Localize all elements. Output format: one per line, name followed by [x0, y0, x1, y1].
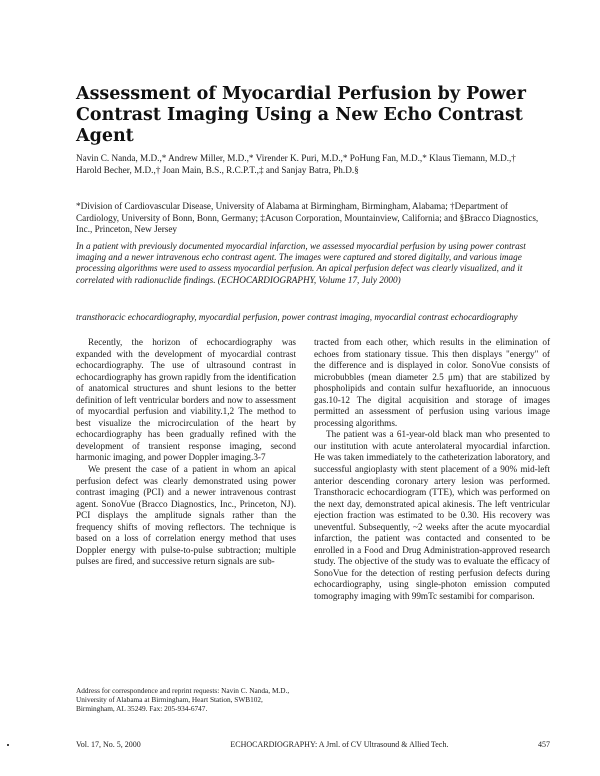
scan-mark: [7, 744, 9, 746]
body-paragraph: tracted from each other, which results in the elimination of echoes from stationary tissue. This then displays "energy" of the difference and is displayed in color. SonoVue consists of microbubbles (mean diameter 2.5 μm) that are stabilized by phospholipids and contain sulfur hexafluoride, an innocuous gas.10-12 The digital acquisition and storage of images permitted an assessment of perfusion using various image processing algorithms.: [314, 337, 550, 428]
running-footer: [76, 740, 550, 750]
body-column-left: [76, 337, 296, 568]
article-title: Assessment of Myocardial Perfusion by Power Contrast Imaging Using a New Echo Contrast Agent: [76, 84, 526, 146]
body-paragraph: The patient was a 61-year-old black man who presented to our institution with acute anterolateral myocardial infarction. He was taken immediately to the catheterization laboratory, and successful angioplasty with stent placement of a 90% mid-left anterior descending coronary artery lesion was performed. Transthoracic echocardiogram (TTE), which was performed on the next day, demonstrated apical akinesis. The left ventricular ejection fraction was estimated to be 0.30. His recovery was uneventful. Subsequently, ~2 weeks after the acute myocardial infarction, the patient was contacted and consented to be enrolled in a Food and Drug Administration-approved research study. The objective of the study was to evaluate the efficacy of SonoVue for the detection of resting perfusion defects during echocardiography, using single-photon emission computed tomography imaging with 99mTc sestamibi for comparison.: [314, 429, 550, 602]
footer-journal: ECHOCARDIOGRAPHY: A Jrnl. of CV Ultrasound & Allied Tech.: [230, 740, 449, 749]
keywords: transthoracic echocardiography, myocardial perfusion, power contrast imaging, myocardial contrast echocardiography: [76, 312, 518, 322]
body-paragraph: Recently, the horizon of echocardiography was expanded with the development of myocardial contrast echocardiography. The use of ultrasound contrast in echocardiography has grown rapidly from the identification of anatomical structures and shunt lesions to the better definition of left ventricular borders and now to assessment of myocardial perfusion and viability.1,2 The method to best visualize the microcirculation of the heart by echocardiography has been gradually refined with the development of transient response imaging, second harmonic imaging, and power Doppler imaging.3-7: [76, 337, 296, 463]
footer-volume: Vol. 17, No. 5, 2000: [76, 740, 141, 749]
footer-page-number: 457: [538, 740, 550, 749]
body-paragraph: We present the case of a patient in whom an apical perfusion defect was clearly demonstrated using power contrast imaging (PCI) and a newer intravenous contrast agent. SonoVue (Bracco Diagnostics, Inc., Princeton, NJ). PCI displays the amplitude signals rather than the frequency shifts of moving reflectors. The technique is based on a loss of correlation energy method that uses Doppler energy with pulse-to-pulse subtraction; multiple pulses are fired, and successive return signals are sub-: [76, 464, 296, 567]
author-list: Navin C. Nanda, M.D.,* Andrew Miller, M.D.,* Virender K. Puri, M.D.,* PoHung Fan, M.D.,* Klaus Tiemann, M.D.,† Harold Becher, M.D.,† Joan Main, B.S., R.C.P.T.,‡ and Sanjay Batra, Ph.D.§: [76, 153, 516, 175]
body-column-right: [314, 337, 550, 603]
correspondence-footnote: Address for correspondence and reprint requests: Navin C. Nanda, M.D., University of Alabama at Birmingham, Heart Station, SWB102, Birmingham, AL 35249. Fax: 205-934-6747.: [76, 686, 290, 714]
affiliations: *Division of Cardiovascular Disease, University of Alabama at Birmingham, Birmingham, Alabama; †Department of Cardiology, University of Bonn, Bonn, Germany; ‡Acuson Corporation, Mountainview, California; and §Bracco Diagnostics, Inc., Princeton, New Jersey: [76, 201, 539, 234]
abstract: In a patient with previously documented myocardial infarction, we assessed myocardial perfusion by using power contrast imaging and a newer intravenous echo contrast agent. The images were captured and stored digitally, and various image processing algorithms were used to assess myocardial perfusion. An apical perfusion defect was clearly visualized, and it correlated with radionuclide findings. (ECHOCARDIOGRAPHY, Volume 17, July 2000): [76, 241, 526, 285]
